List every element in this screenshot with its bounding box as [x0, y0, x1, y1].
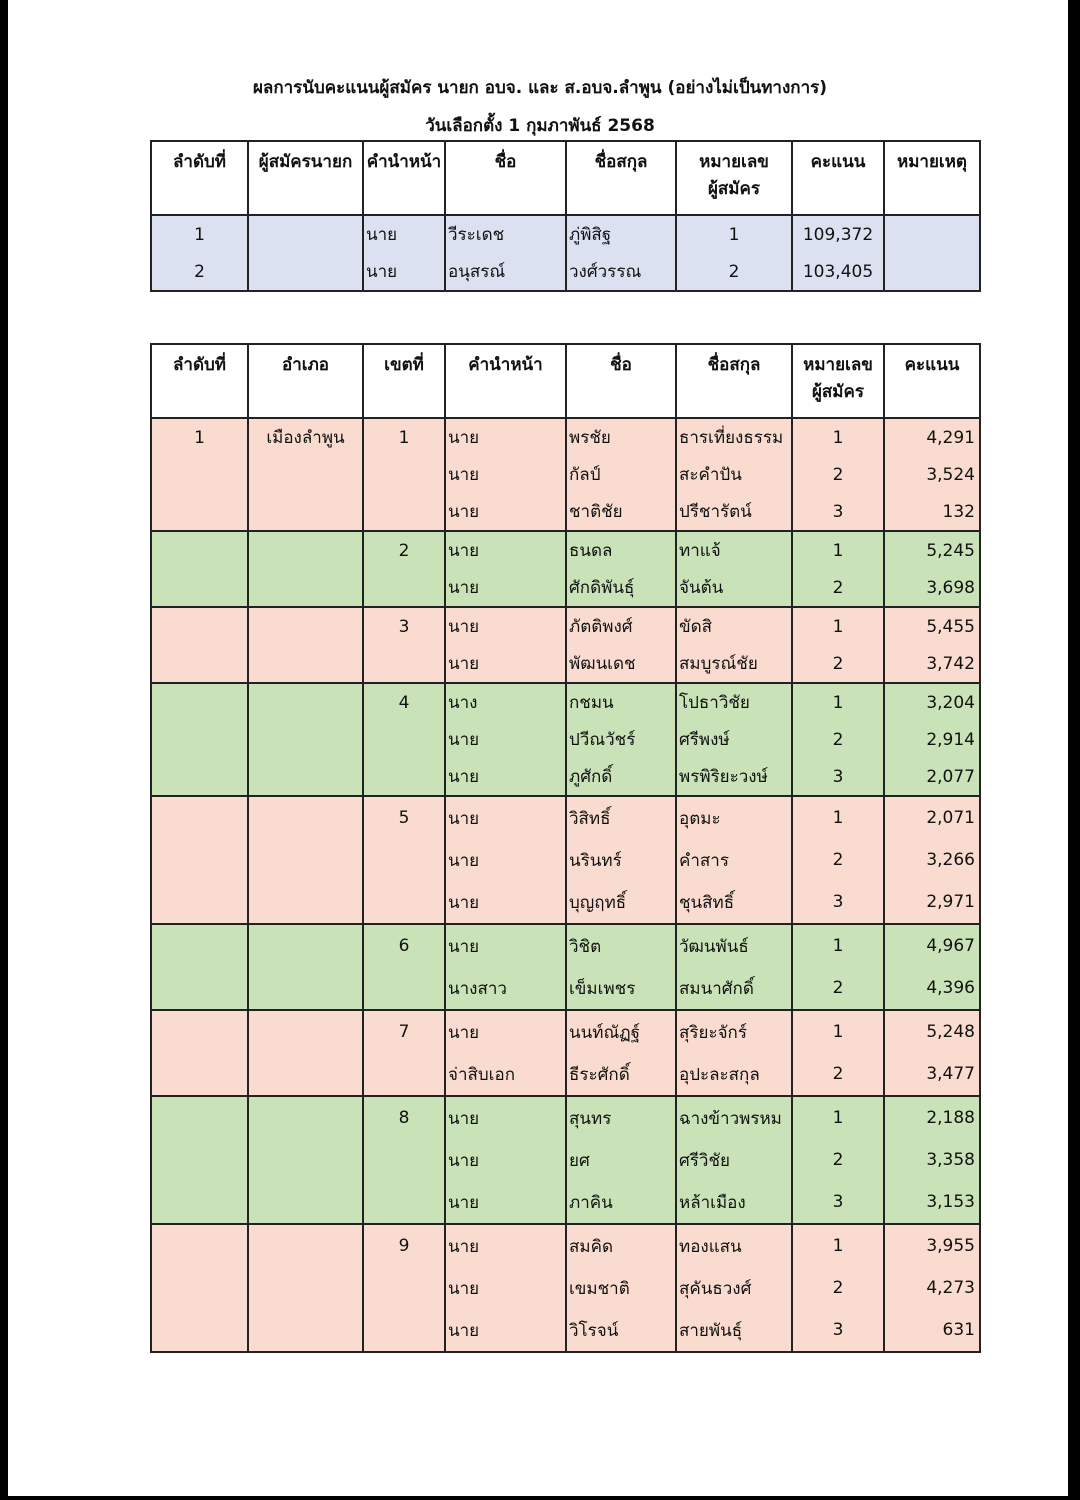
last-name-cell: จันต้น	[676, 569, 792, 607]
header-zone: เขตที่	[363, 344, 445, 418]
header-order: ลำดับที่	[151, 344, 248, 418]
right-border	[1068, 0, 1080, 1500]
last-name-cell: ศรีพงษ์	[676, 721, 792, 758]
score-cell: 3,358	[884, 1139, 980, 1181]
order-cell	[151, 607, 248, 645]
candidate-number-cell: 1	[792, 683, 884, 721]
title-cell: นาย	[445, 758, 566, 796]
title-cell: นาย	[445, 456, 566, 493]
title-cell: นาย	[445, 493, 566, 531]
order-cell	[151, 456, 248, 493]
header-candidate-number	[792, 344, 884, 418]
score-cell: 3,477	[884, 1053, 980, 1096]
last-name-cell: ภู่พิสิฐ	[566, 215, 676, 253]
candidate-number-cell: 1	[792, 1224, 884, 1267]
first-name-cell: สุนทร	[566, 1096, 676, 1139]
table-row	[151, 1267, 980, 1309]
first-name-cell: นรินทร์	[566, 839, 676, 881]
zone-cell	[363, 1267, 445, 1309]
score-cell: 3,524	[884, 456, 980, 493]
order-cell: 1	[151, 215, 248, 253]
zone-cell	[363, 1181, 445, 1224]
candidate-number-cell: 3	[792, 1309, 884, 1352]
first-name-cell: ภูศักดิ์	[566, 758, 676, 796]
header-note: หมายเหตุ	[884, 141, 980, 215]
candidate-number-cell: 3	[792, 758, 884, 796]
table-row	[151, 683, 980, 721]
zone-cell	[363, 456, 445, 493]
score-cell: 3,204	[884, 683, 980, 721]
first-name-cell: อนุสรณ์	[445, 253, 566, 291]
first-name-cell: ภาคิน	[566, 1181, 676, 1224]
first-name-cell: กัลป์	[566, 456, 676, 493]
first-name-cell: ศักดิพันธุ์	[566, 569, 676, 607]
mayor-header-row	[151, 141, 980, 215]
order-cell	[151, 569, 248, 607]
zone-cell: 5	[363, 796, 445, 839]
zone-cell: 4	[363, 683, 445, 721]
score-cell: 132	[884, 493, 980, 531]
score-cell: 4,967	[884, 924, 980, 967]
table-row	[151, 967, 980, 1010]
last-name-cell: สะคำปัน	[676, 456, 792, 493]
election-date: วันเลือกตั้ง 1 กุมภาพันธ์ 2568	[425, 116, 655, 136]
table-row	[151, 1224, 980, 1267]
last-name-cell: ขัดสิ	[676, 607, 792, 645]
order-cell	[151, 1267, 248, 1309]
zone-cell	[363, 839, 445, 881]
first-name-cell: วีระเดช	[445, 215, 566, 253]
first-name-cell: กชมน	[566, 683, 676, 721]
title-cell: นาง	[445, 683, 566, 721]
title-cell: นาย	[445, 1224, 566, 1267]
order-cell	[151, 1139, 248, 1181]
candidate-number-cell: 1	[792, 418, 884, 456]
header-order: ลำดับที่	[151, 141, 248, 215]
last-name-cell: โปธาวิชัย	[676, 683, 792, 721]
title-cell: นาย	[445, 796, 566, 839]
last-name-cell: อุปะละสกุล	[676, 1053, 792, 1096]
score-cell: 3,153	[884, 1181, 980, 1224]
order-cell	[151, 531, 248, 569]
table-row	[151, 721, 980, 758]
header-first-name: ชื่อ	[566, 344, 676, 418]
table-row	[151, 215, 980, 253]
district-cell	[248, 758, 363, 796]
order-cell: 1	[151, 418, 248, 456]
candidate-number-cell: 2	[676, 253, 792, 291]
order-cell	[151, 1010, 248, 1053]
table-row	[151, 531, 980, 569]
order-cell	[151, 493, 248, 531]
title-cell: นาย	[445, 1181, 566, 1224]
table-row	[151, 645, 980, 683]
score-cell: 4,291	[884, 418, 980, 456]
candidate-number-cell: 1	[792, 796, 884, 839]
zone-cell	[363, 493, 445, 531]
candidate-number-cell: 2	[792, 1139, 884, 1181]
zone-cell: 3	[363, 607, 445, 645]
order-cell	[151, 721, 248, 758]
first-name-cell: วิโรจน์	[566, 1309, 676, 1352]
first-name-cell: พัฒนเดช	[566, 645, 676, 683]
district-cell	[248, 881, 363, 924]
zone-cell: 6	[363, 924, 445, 967]
header-score: คะแนน	[884, 344, 980, 418]
score-cell: 2,188	[884, 1096, 980, 1139]
score-cell: 4,273	[884, 1267, 980, 1309]
title-cell: จ่าสิบเอก	[445, 1053, 566, 1096]
zone-cell: 2	[363, 531, 445, 569]
last-name-cell: ทองแสน	[676, 1224, 792, 1267]
order-cell	[151, 881, 248, 924]
zone-cell	[363, 721, 445, 758]
title-cell: นาย	[445, 569, 566, 607]
title-cell: นาย	[445, 645, 566, 683]
zone-cell: 7	[363, 1010, 445, 1053]
district-cell: เมืองลำพูน	[248, 418, 363, 456]
first-name-cell: ชาติชัย	[566, 493, 676, 531]
zone-cell	[363, 1053, 445, 1096]
first-name-cell: เข็มเพชร	[566, 967, 676, 1010]
table-row	[151, 1096, 980, 1139]
district-cell	[248, 607, 363, 645]
last-name-cell: ธารเที่ยงธรรม	[676, 418, 792, 456]
candidate-number-cell: 3	[792, 1181, 884, 1224]
title-cell: นาย	[445, 1096, 566, 1139]
order-cell	[151, 1224, 248, 1267]
last-name-cell: สุริยะจักร์	[676, 1010, 792, 1053]
score-cell: 103,405	[792, 253, 884, 291]
district-cell	[248, 1096, 363, 1139]
title-cell: นาย	[445, 924, 566, 967]
header-candidate-number	[676, 141, 792, 215]
candidate-number-cell: 1	[792, 531, 884, 569]
zone-cell	[363, 1309, 445, 1352]
last-name-cell: หล้าเมือง	[676, 1181, 792, 1224]
candidate-number-cell: 2	[792, 967, 884, 1010]
score-cell: 3,266	[884, 839, 980, 881]
first-name-cell: พรชัย	[566, 418, 676, 456]
first-name-cell: วิชิต	[566, 924, 676, 967]
document-title: ผลการนับคะแนนผู้สมัคร นายก อบจ. และ ส.อบจ.ลำพูน (อย่างไม่เป็นทางการ)	[252, 78, 828, 98]
last-name-cell: ศรีวิชัย	[676, 1139, 792, 1181]
header-score: คะแนน	[792, 141, 884, 215]
first-name-cell: ปวีณวัชร์	[566, 721, 676, 758]
header-first-name: ชื่อ	[445, 141, 566, 215]
district-cell	[248, 683, 363, 721]
title-cell: นาย	[445, 1139, 566, 1181]
order-cell	[151, 967, 248, 1010]
district-cell	[248, 796, 363, 839]
order-cell	[151, 796, 248, 839]
last-name-cell: สุคันธวงศ์	[676, 1267, 792, 1309]
score-cell: 5,245	[884, 531, 980, 569]
header-number-line1: หมายเลข	[803, 355, 873, 375]
order-cell	[151, 1181, 248, 1224]
score-cell: 109,372	[792, 215, 884, 253]
order-cell	[151, 839, 248, 881]
district-cell	[248, 1139, 363, 1181]
first-name-cell: ภัตติพงศ์	[566, 607, 676, 645]
zone-cell	[363, 569, 445, 607]
district-cell	[248, 721, 363, 758]
header-title: คำนำหน้า	[445, 344, 566, 418]
district-cell	[248, 531, 363, 569]
first-name-cell: บุญฤทธิ์	[566, 881, 676, 924]
table-row	[151, 607, 980, 645]
note-cell	[884, 215, 980, 253]
last-name-cell: คำสาร	[676, 839, 792, 881]
table-row	[151, 924, 980, 967]
district-cell	[248, 1309, 363, 1352]
table-row	[151, 493, 980, 531]
mayor-results-table	[150, 140, 981, 292]
table-row	[151, 569, 980, 607]
score-cell: 3,955	[884, 1224, 980, 1267]
first-name-cell: ธีระศักดิ์	[566, 1053, 676, 1096]
zone-cell: 8	[363, 1096, 445, 1139]
candidate-number-cell: 2	[792, 1053, 884, 1096]
order-cell	[151, 645, 248, 683]
left-border	[0, 0, 8, 1500]
table-row	[151, 1053, 980, 1096]
zone-cell	[363, 758, 445, 796]
candidate-number-cell: 1	[792, 1010, 884, 1053]
table-row	[151, 253, 980, 291]
candidate-number-cell: 1	[676, 215, 792, 253]
order-cell	[151, 1053, 248, 1096]
header-district: อำเภอ	[248, 344, 363, 418]
zone-cell: 9	[363, 1224, 445, 1267]
district-cell	[248, 569, 363, 607]
table-row	[151, 456, 980, 493]
order-cell	[151, 1096, 248, 1139]
table-row	[151, 418, 980, 456]
candidate-number-cell: 3	[792, 493, 884, 531]
district-cell	[248, 1224, 363, 1267]
candidate-number-cell: 1	[792, 1096, 884, 1139]
order-cell	[151, 924, 248, 967]
candidate-number-cell: 1	[792, 924, 884, 967]
title-cell: นางสาว	[445, 967, 566, 1010]
order-cell	[151, 1309, 248, 1352]
header-title: คำนำหน้า	[363, 141, 445, 215]
zone-cell	[363, 1139, 445, 1181]
candidate-number-cell: 1	[792, 607, 884, 645]
bottom-border	[0, 1496, 1080, 1500]
table-row	[151, 1309, 980, 1352]
note-cell	[884, 253, 980, 291]
table-row	[151, 881, 980, 924]
score-cell: 5,455	[884, 607, 980, 645]
header-number-line2: ผู้สมัคร	[707, 179, 761, 199]
header-number-line1: หมายเลข	[699, 152, 769, 172]
title-cell: นาย	[445, 418, 566, 456]
title-cell: นาย	[445, 839, 566, 881]
header-last-name: ชื่อสกุล	[676, 344, 792, 418]
order-cell	[151, 683, 248, 721]
district-cell	[248, 839, 363, 881]
district-cell	[248, 1267, 363, 1309]
district-cell	[248, 1010, 363, 1053]
title-cell: นาย	[363, 215, 445, 253]
order-cell: 2	[151, 253, 248, 291]
score-cell: 631	[884, 1309, 980, 1352]
last-name-cell: อุตมะ	[676, 796, 792, 839]
candidate-number-cell: 3	[792, 881, 884, 924]
zone-cell	[363, 881, 445, 924]
table-row	[151, 1181, 980, 1224]
title-cell: นาย	[363, 253, 445, 291]
mayor-candidate-cell	[248, 253, 363, 291]
council-results-table	[150, 343, 981, 1353]
score-cell: 2,914	[884, 721, 980, 758]
district-cell	[248, 456, 363, 493]
score-cell: 3,698	[884, 569, 980, 607]
header-mayor-candidate: ผู้สมัครนายก	[248, 141, 363, 215]
candidate-number-cell: 2	[792, 456, 884, 493]
last-name-cell: สายพันธุ์	[676, 1309, 792, 1352]
table-row	[151, 839, 980, 881]
first-name-cell: สมคิด	[566, 1224, 676, 1267]
title-cell: นาย	[445, 881, 566, 924]
last-name-cell: วัฒนพันธ์	[676, 924, 792, 967]
table-row	[151, 796, 980, 839]
candidate-number-cell: 2	[792, 721, 884, 758]
first-name-cell: เขมชาติ	[566, 1267, 676, 1309]
first-name-cell: ธนดล	[566, 531, 676, 569]
title-cell: นาย	[445, 531, 566, 569]
title-cell: นาย	[445, 1309, 566, 1352]
score-cell: 2,071	[884, 796, 980, 839]
district-cell	[248, 1181, 363, 1224]
zone-cell	[363, 645, 445, 683]
first-name-cell: นนท์ณัฏฐ์	[566, 1010, 676, 1053]
title-cell: นาย	[445, 1267, 566, 1309]
zone-cell: 1	[363, 418, 445, 456]
district-cell	[248, 924, 363, 967]
zone-cell	[363, 967, 445, 1010]
last-name-cell: ชุนสิทธิ์	[676, 881, 792, 924]
last-name-cell: สมนาศักดิ์	[676, 967, 792, 1010]
first-name-cell: ยศ	[566, 1139, 676, 1181]
order-cell	[151, 758, 248, 796]
district-cell	[248, 645, 363, 683]
table-row	[151, 1010, 980, 1053]
table-row	[151, 758, 980, 796]
last-name-cell: ปรีชารัตน์	[676, 493, 792, 531]
mayor-candidate-cell	[248, 215, 363, 253]
candidate-number-cell: 2	[792, 839, 884, 881]
district-cell	[248, 1053, 363, 1096]
first-name-cell: วิสิทธิ์	[566, 796, 676, 839]
score-cell: 2,077	[884, 758, 980, 796]
council-header-row	[151, 344, 980, 418]
score-cell: 5,248	[884, 1010, 980, 1053]
score-cell: 4,396	[884, 967, 980, 1010]
title-cell: นาย	[445, 1010, 566, 1053]
last-name-cell: วงศ์วรรณ	[566, 253, 676, 291]
title-cell: นาย	[445, 607, 566, 645]
score-cell: 3,742	[884, 645, 980, 683]
header-number-line2: ผู้สมัคร	[811, 382, 865, 402]
table-row	[151, 1139, 980, 1181]
last-name-cell: สมบูรณ์ชัย	[676, 645, 792, 683]
last-name-cell: ฉางข้าวพรหม	[676, 1096, 792, 1139]
district-cell	[248, 493, 363, 531]
title-cell: นาย	[445, 721, 566, 758]
header-last-name: ชื่อสกุล	[566, 141, 676, 215]
candidate-number-cell: 2	[792, 569, 884, 607]
candidate-number-cell: 2	[792, 1267, 884, 1309]
last-name-cell: พรพิริยะวงษ์	[676, 758, 792, 796]
district-cell	[248, 967, 363, 1010]
score-cell: 2,971	[884, 881, 980, 924]
candidate-number-cell: 2	[792, 645, 884, 683]
last-name-cell: ทาแจ้	[676, 531, 792, 569]
